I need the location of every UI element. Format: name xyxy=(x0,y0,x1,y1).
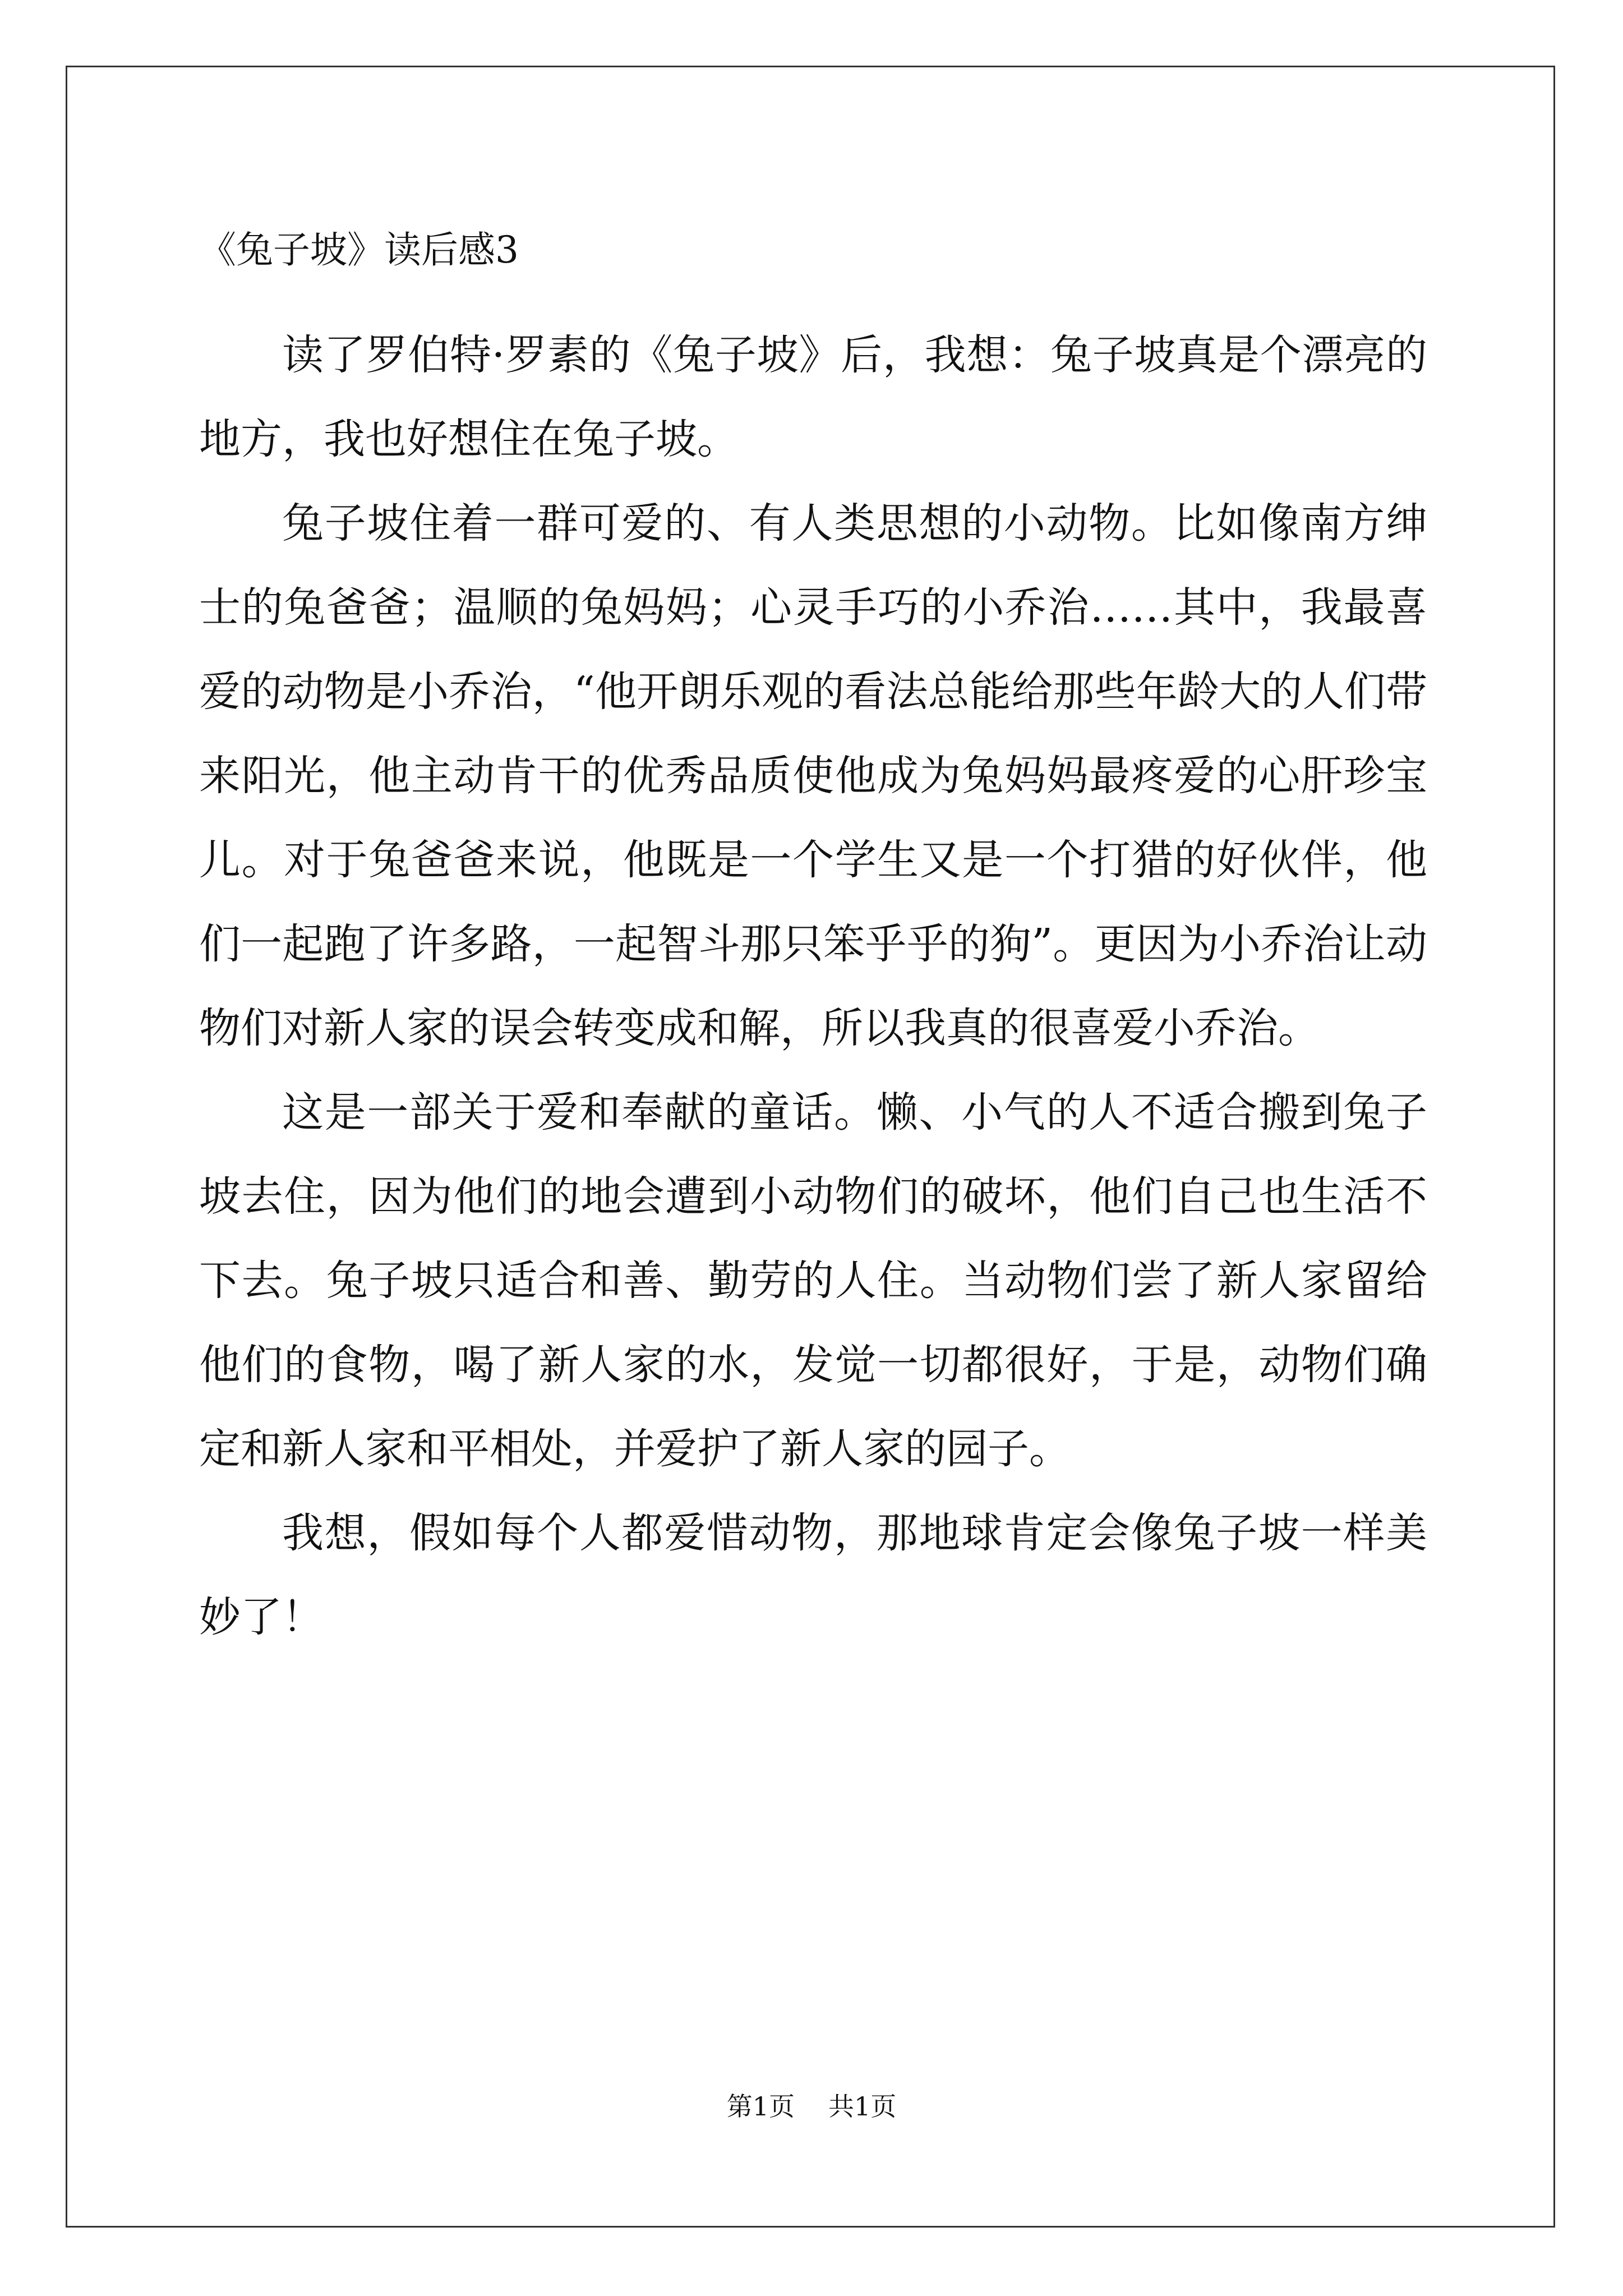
paragraph-2: 兔子坡住着一群可爱的、有人类思想的小动物。比如像南方绅士的兔爸爸；温顺的兔妈妈；心灵手巧的小乔治……其中，我最喜爱的动物是小乔治，“他开朗乐观的看法总能给那些年龄大的人们带来阳光，他主动肯干的优秀品质使他成为兔妈妈最疼爱的心肝珍宝儿。对于兔爸爸来说，他既是一个学生又是一个打猎的好伙伴，他们一起跑了许多路，一起智斗那只笨乎乎的狗”。更因为小乔治让动物们对新人家的误会转变成和解，所以我真的很喜爱小乔治。 xyxy=(199,499,1427,1052)
paragraph-1: 读了罗伯特·罗素的《兔子坡》后，我想：兔子坡真是个漂亮的地方，我也好想住在兔子坡。 xyxy=(199,331,1427,463)
current-page-label: 第1页 xyxy=(726,2091,795,2122)
document-title: 《兔子坡》读后感3 xyxy=(199,228,519,272)
paragraph-3: 这是一部关于爱和奉献的童话。懒、小气的人不适合搬到兔子坡去住，因为他们的地会遭到小动物们的破坏，他们自己也生活不下去。兔子坡只适合和善、勤劳的人住。当动物们尝了新人家留给他们的食物，喝了新人家的水，发觉一切都很好，于是，动物们确定和新人家和平相处，并爱护了新人家的园子。 xyxy=(199,1088,1427,1473)
total-pages-label: 共1页 xyxy=(828,2091,897,2122)
document-body xyxy=(199,313,1427,1659)
paragraph-4: 我想，假如每个人都爱惜动物，那地球肯定会像兔子坡一样美妙了！ xyxy=(199,1509,1427,1641)
page-footer xyxy=(0,2087,1623,2126)
